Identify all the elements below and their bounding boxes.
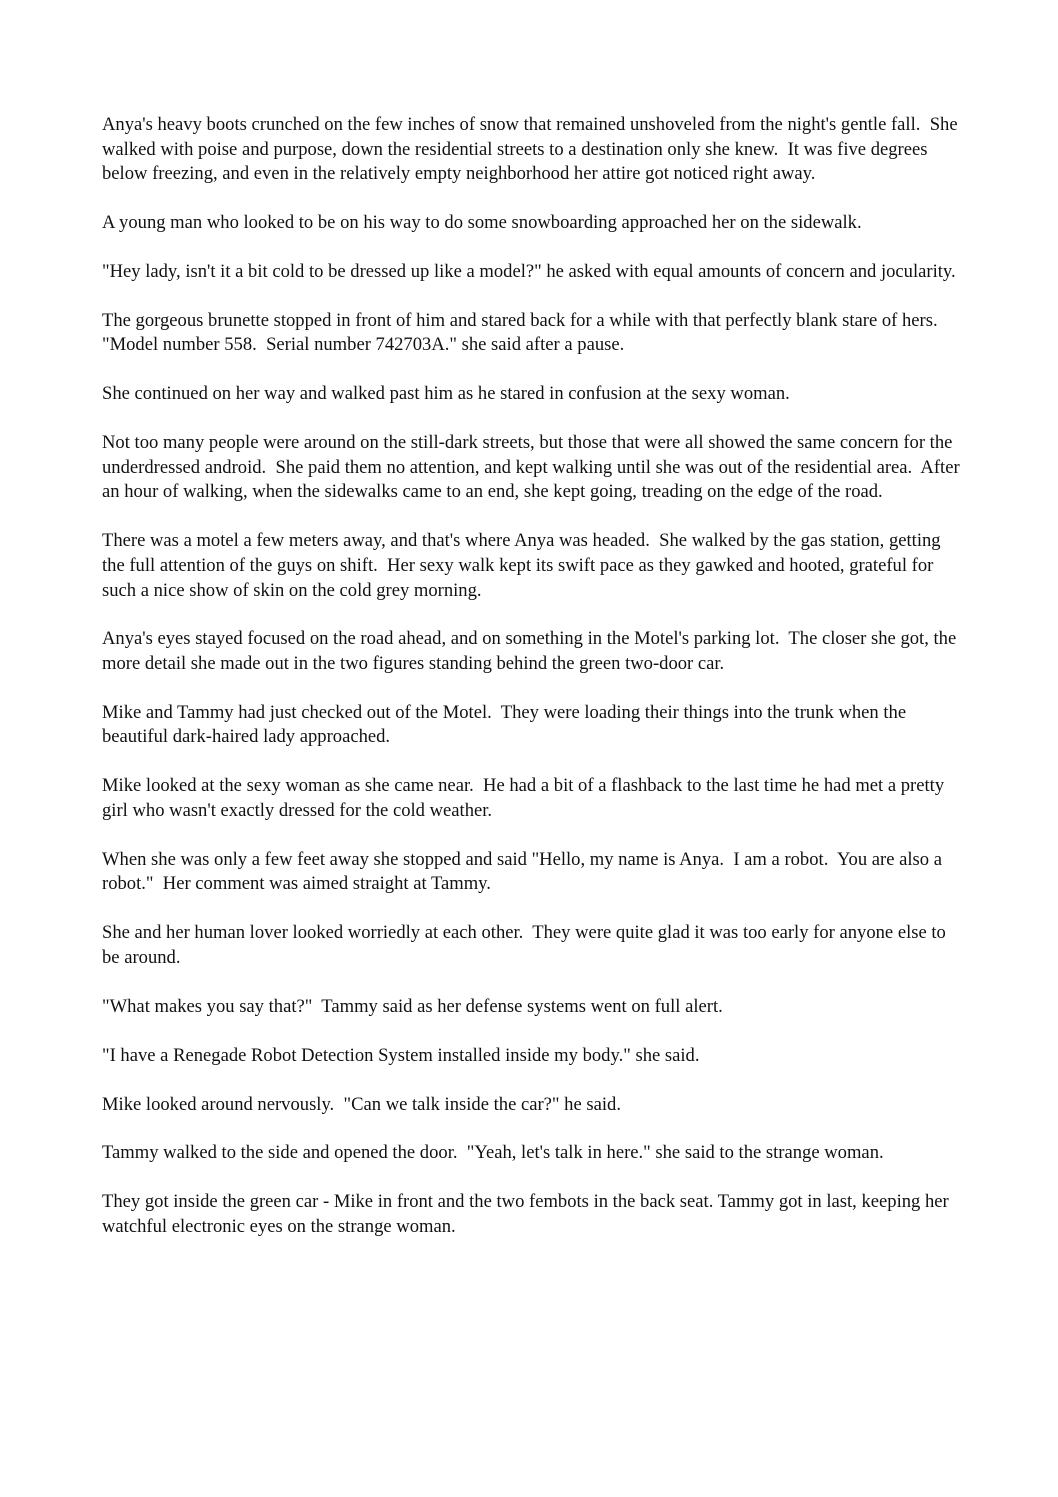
paragraph: Mike looked around nervously. "Can we talk inside the car?" he said. bbox=[102, 1093, 621, 1115]
paragraph: When she was only a few feet away she stopped and said "Hello, my name is Anya. I am a robot. You are also a robot." Her comment was aimed straight at Tammy. bbox=[102, 848, 947, 895]
paragraph: The gorgeous brunette stopped in front of him and stared back for a while with that perfectly blank stare of hers. "Model number 558. Serial number 742703A." she said after a pause. bbox=[102, 309, 947, 356]
paragraph: A young man who looked to be on his way to do some snowboarding approached her on the sidewalk. bbox=[102, 212, 862, 234]
paragraph: Mike looked at the sexy woman as she came near. He had a bit of a flashback to the last time he had met a pretty girl who wasn't exactly dressed for the cold weather. bbox=[102, 775, 949, 821]
paragraph: Anya's eyes stayed focused on the road ahead, and on something in the Motel's parking lot. The closer she got, the more detail she made out in the two figures standing behind the green two-door car. bbox=[102, 628, 961, 674]
paragraph: There was a motel a few meters away, and that's where Anya was headed. She walked by the gas station, getting the full attention of the guys on shift. Her sexy walk kept its swift pace as they gawked and hooted, grateful for such a nice show of skin on the cold grey morning. bbox=[102, 530, 946, 601]
paragraph: She continued on her way and walked past him as he stared in confusion at the sexy woman. bbox=[102, 383, 790, 405]
story-text bbox=[102, 113, 964, 1264]
paragraph: She and her human lover looked worriedly at each other. They were quite glad it was too early for anyone else to be around. bbox=[102, 922, 951, 968]
paragraph: They got inside the green car - Mike in front and the two fembots in the back seat. Tammy got in last, keeping her watchful electronic eyes on the strange woman. bbox=[102, 1191, 954, 1237]
paragraph: "What makes you say that?" Tammy said as her defense systems went on full alert. bbox=[102, 995, 723, 1017]
paragraph: Not too many people were around on the still-dark streets, but those that were all showed the same concern for the underdressed android. She paid them no attention, and kept walking until she was out of the residential area. After an hour of walking, when the sidewalks came to an end, she kept going, treading on the edge of the road. bbox=[102, 432, 965, 503]
paragraph: Anya's heavy boots crunched on the few inches of snow that remained unshoveled from the night's gentle fall. She walked with poise and purpose, down the residential streets to a destination only she knew. It was five degrees below freezing, and even in the relatively empty neighborhood her attire got noticed right away. bbox=[102, 114, 963, 185]
paragraph: Tammy walked to the side and opened the door. "Yeah, let's talk in here." she said to the strange woman. bbox=[102, 1142, 884, 1164]
paragraph: "Hey lady, isn't it a bit cold to be dressed up like a model?" he asked with equal amounts of concern and jocularity. bbox=[102, 260, 956, 282]
paragraph: "I have a Renegade Robot Detection System installed inside my body." she said. bbox=[102, 1044, 700, 1066]
paragraph: Mike and Tammy had just checked out of the Motel. They were loading their things into the trunk when the beautiful dark-haired lady approached. bbox=[102, 701, 911, 748]
